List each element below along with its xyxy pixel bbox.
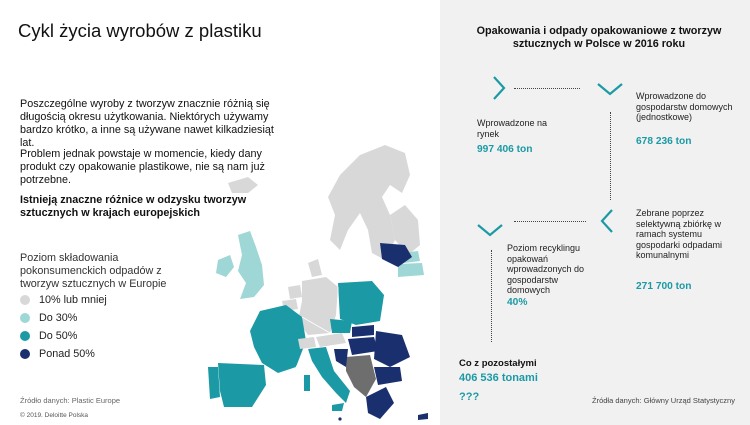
slovakia-region — [352, 325, 374, 337]
rest-value: 406 536 tonami — [459, 372, 538, 384]
portugal-region — [208, 367, 220, 399]
legend-dot-icon — [20, 331, 30, 341]
legend-item-10 — [20, 294, 107, 306]
recycling-label: Poziom recyklingu opakowań wprowadzonych do gospodarstw domowych — [507, 243, 585, 295]
source-note: Źródło danych: Plastic Europe — [20, 396, 121, 405]
chevron-down-icon — [476, 223, 504, 237]
rest-question: ??? — [459, 391, 480, 403]
austria-region — [316, 333, 346, 347]
legend-label: Do 30% — [39, 312, 78, 324]
chevron-left-icon — [600, 208, 614, 234]
hungary-region — [348, 337, 378, 355]
households-value: 678 236 ton — [636, 136, 692, 147]
legend-label: Ponad 50% — [39, 348, 95, 360]
collected-label: Zebrane poprzez selektywną zbiórkę w ramach systemu gospodarki odpadami komunalnymi — [636, 208, 723, 260]
collected-value: 271 700 ton — [636, 281, 692, 292]
copyright: © 2019. Deloitte Polska — [20, 412, 89, 419]
legend-label: Do 50% — [39, 330, 78, 342]
croatia-region — [334, 349, 348, 367]
dotted-connector — [610, 112, 611, 200]
dotted-connector — [491, 250, 492, 342]
balkans-nodata-region — [346, 355, 376, 397]
intro-highlight: Istnieją znaczne różnice w odzysku tworzyw sztucznych w krajach europejskich — [20, 194, 247, 219]
malta-region — [338, 417, 341, 420]
greece-region — [366, 387, 394, 419]
source-note-right: Źródła danych: Główny Urząd Statystyczny — [592, 396, 735, 405]
switzerland-region — [298, 337, 316, 349]
romania-region — [374, 331, 410, 367]
page-title: Cykl życia wyrobów z plastiku — [18, 20, 262, 41]
rest-label: Co z pozostałymi — [459, 358, 537, 369]
spain-region — [218, 363, 266, 407]
denmark-region — [308, 259, 322, 277]
market-label: Wprowadzone na rynek — [477, 118, 548, 139]
intro-paragraph-2: Problem jednak powstaje w momencie, kiedy dany produkt czy opakowanie plastikowe, nie są nam już potrzebne. — [20, 148, 265, 186]
market-value: 997 406 ton — [477, 144, 533, 155]
legend-item-50 — [20, 330, 77, 342]
ireland-region — [216, 255, 234, 277]
chevron-down-icon — [596, 82, 624, 96]
sicily-region — [332, 403, 344, 411]
right-panel — [440, 0, 750, 425]
netherlands-region — [288, 285, 302, 299]
legend-dot-icon — [20, 349, 30, 359]
recycling-value: 40% — [507, 297, 528, 308]
legend-item-30 — [20, 312, 77, 324]
legend-dot-icon — [20, 313, 30, 323]
bulgaria-region — [374, 367, 402, 385]
dotted-connector — [514, 88, 580, 89]
legend-dot-icon — [20, 295, 30, 305]
dotted-connector — [514, 221, 586, 222]
chevron-right-icon — [492, 75, 506, 101]
legend-label: 10% lub mniej — [39, 294, 107, 306]
intro-paragraph-1: Poszczególne wyroby z tworzyw znacznie różnią się długością okresu użytkowania. Niektórych używamy bardzo krótko, a inne są używane nawet kilkadziesiąt lat. — [20, 98, 274, 149]
cyprus-region — [418, 413, 428, 420]
france-region — [250, 305, 306, 373]
sardinia-region — [304, 375, 310, 391]
europe-map — [190, 135, 435, 425]
households-label: Wprowadzone do gospodarstw domowych (jednostkowe) — [636, 91, 733, 122]
legend-title: Poziom składowania pokonsumenckich odpadów z tworzyw sztucznych w Europie — [20, 252, 167, 290]
uk-region — [238, 231, 264, 299]
latvia-region — [398, 263, 424, 277]
flow-title: Opakowania i odpady opakowaniowe z tworzyw sztucznych w Polsce w 2016 roku — [476, 25, 722, 50]
iceland-region — [228, 177, 258, 193]
czechia-region — [330, 319, 352, 333]
poland-region — [338, 281, 384, 325]
legend-item-over-50 — [20, 348, 95, 360]
